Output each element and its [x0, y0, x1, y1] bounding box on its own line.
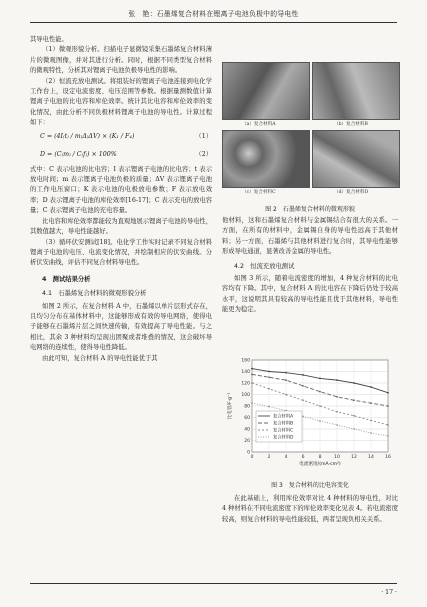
legend-label: 复合材料B — [273, 421, 294, 427]
data-point — [319, 378, 321, 380]
data-point — [319, 391, 321, 393]
panel-label-d: （d）复合材料D — [334, 190, 369, 195]
paragraph: 他材料，这和石墨烯复合材料与金属锡结合有很大的关系。一方面，在所有的材料中，金属锡自身的导电性远高于其他材料；另一方面，石墨烯与其他材料进行复合时，其导电性能够形成导电通道，显著改善金属的导电性。 — [222, 217, 398, 256]
x-tick-label: 14 — [368, 455, 374, 460]
data-point — [353, 382, 355, 384]
y-axis-label: 比电容/F·g⁻¹ — [228, 392, 233, 420]
x-tick-label: 6 — [301, 455, 305, 460]
sem-image-a — [222, 62, 310, 120]
subsection-heading: 4.1 石墨烯复合材料的微观形貌分析 — [42, 290, 147, 298]
data-point — [302, 415, 304, 417]
data-point — [302, 374, 304, 376]
data-point — [285, 379, 287, 381]
y-tick-label: 80 — [244, 404, 250, 410]
footer-rule — [30, 583, 397, 584]
legend-label: 复合材料D — [273, 435, 294, 441]
panel-label-b: （b）复合材料B — [334, 122, 368, 127]
y-tick-label: 40 — [244, 427, 250, 433]
data-point — [387, 424, 389, 426]
x-tick-label: 10 — [334, 455, 340, 460]
y-tick-label: 120 — [241, 381, 250, 387]
equation-body: D = (C₍m₎ / C₍f₎) × 100% — [40, 151, 117, 159]
data-point — [251, 368, 253, 370]
section-heading: 4 测试结果分析 — [42, 275, 91, 283]
legend-label: 复合材料C — [273, 428, 294, 434]
data-point — [353, 415, 355, 417]
data-point — [251, 402, 253, 404]
paragraph: 如图 3 所示，随着电流密度的增加，4 种复合材料的比电容均有下降。其中，复合材料 A 的比电容在下降后仍处于较高水平，这说明其具有较高的导电性能且优于其他材料，导电性能更为稳定。 — [222, 275, 398, 314]
data-point — [370, 432, 372, 434]
legend-label: 复合材料A — [273, 414, 294, 420]
y-tick-label: 60 — [244, 416, 250, 422]
y-tick-label: 140 — [241, 370, 250, 376]
paragraph: 在此基础上，利用库伦效率对比 4 种材料的导电性，对比 4 种材料在不同电流密度下的库伦效率变化见表 4。若电流密度较高，则复合材料的导电性能较低，两者呈现负相关关系。 — [222, 495, 398, 523]
page-number: · 17 · — [381, 589, 397, 596]
data-point — [251, 382, 253, 384]
header-rule — [30, 22, 397, 23]
data-point — [285, 372, 287, 374]
paragraph: 由此可知，复合材料 A 的导电性能优于其 — [42, 354, 158, 362]
data-point — [387, 392, 389, 394]
x-tick-label: 8 — [318, 455, 322, 460]
x-tick-label: 16 — [385, 455, 391, 460]
data-point — [268, 376, 270, 378]
data-point — [370, 386, 372, 388]
y-tick-label: 160 — [241, 358, 250, 364]
figure-3-caption: 图 3 复合材料的比电容变化 — [271, 482, 349, 489]
x-tick-label: 0 — [250, 455, 254, 460]
sem-image-c — [222, 130, 310, 188]
equation-number: （2） — [195, 151, 212, 159]
data-point — [370, 419, 372, 421]
data-point — [268, 406, 270, 408]
right-column-bottom — [222, 494, 398, 525]
paragraph: 如图 2 所示，在复合材料 A 中，石墨烯以单片层形式存在，且均匀分布在基体材料中，这能够形成有效的导电网络，使得电子能够在石墨烯片层之间快速传输，有效提高了导电性能。与之相比，其余 3 种材料均呈现出团聚或者堆叠的情况，这会破坏导电网络的连续性，使得导电性降低。 — [30, 302, 212, 352]
paragraph: （2）恒流充放电测试。将组装好的锂离子电池连接到电化学工作台上，设定电流密度、电压范围等参数。根据量测数值计算锂离子电池的比电容和库伦效率。统计其比电容和库伦效率的变化情况，由此分析不同负极材料锂离子电池的导电性。计算过程如下： — [30, 77, 212, 127]
data-point — [353, 399, 355, 401]
panel-label-a: （a）复合材料A — [242, 122, 276, 127]
panel-label-c: （c）复合材料C — [242, 190, 276, 195]
y-tick-label: 20 — [244, 439, 250, 445]
paragraph: 式中：C 表示电池的比电容；I 表示锂离子电池的比电容；t 表示放电时间；m 表示锂离子电池负极的质量；ΔV 表示锂离子电池的工作电压窗口；K 表示电池的电极放电参数；F 表示放电效率；D 表示锂离子电池的库伦效率[16-17]；C 表示充电的放电容量；C 表示锂离子电池的充电容量。 — [30, 165, 212, 215]
data-point — [302, 399, 304, 401]
data-point — [336, 411, 338, 413]
equation-4 — [30, 147, 212, 165]
figure-2 — [222, 62, 398, 200]
paragraph: （1）微观形貌分析。扫描电子显微镜采集石墨烯复合材料薄片的微观图像，并对其进行分析。同时，根据不同类型复合材料的微观特性，分析其对锂离子电池负极导电性的影响。 — [30, 46, 212, 75]
right-column-top — [222, 216, 398, 316]
x-tick-label: 12 — [351, 455, 357, 460]
left-column — [30, 35, 212, 364]
data-point — [336, 379, 338, 381]
data-point — [387, 435, 389, 437]
data-point — [251, 373, 253, 375]
data-point — [268, 388, 270, 390]
paragraph: 比电容和库伦效率都能较为直观地展示锂离子电池的导电性，其数值越大，导电性能越好。 — [30, 217, 213, 236]
x-tick-label: 4 — [284, 455, 288, 460]
x-tick-label: 2 — [267, 455, 271, 460]
paragraph: 其导电性能。 — [30, 36, 68, 43]
data-point — [353, 428, 355, 430]
data-point — [302, 385, 304, 387]
y-tick-label: 0 — [247, 450, 250, 456]
figure-2-caption: 图 2 石墨烯复合材料的微观形貌 — [265, 206, 355, 213]
sem-image-b — [312, 62, 400, 120]
paragraph: （3）循环伏安测试[18]。电化学工作实时记录不同复合材料锂离子电池的电压、电流变化情况，并绘制相应的伏安曲线。分析伏安曲线，评估不同复合材料导电性。 — [30, 238, 212, 267]
subsection-heading: 4.2 恒流充放电测试 — [234, 262, 295, 270]
data-point — [387, 405, 389, 407]
data-point — [268, 371, 270, 373]
equation-body: C = (4I₍t₎ / m₍Δ₎ΔV) × (K₁ / F₄) — [40, 133, 135, 141]
running-header: 张 艳：石墨烯复合材料在锂离子电池负极中的导电性 — [128, 10, 299, 18]
equation-3 — [30, 129, 212, 147]
sem-image-d — [312, 130, 400, 188]
equation-number: （1） — [195, 133, 212, 141]
data-point — [336, 396, 338, 398]
data-point — [319, 405, 321, 407]
data-point — [285, 394, 287, 396]
capacitance-chart — [222, 352, 398, 472]
data-point — [336, 424, 338, 426]
data-point — [319, 420, 321, 422]
y-tick-label: 100 — [241, 393, 250, 399]
x-axis-label: 电流密度/(mA·cm²) — [299, 462, 341, 467]
data-point — [370, 402, 372, 404]
